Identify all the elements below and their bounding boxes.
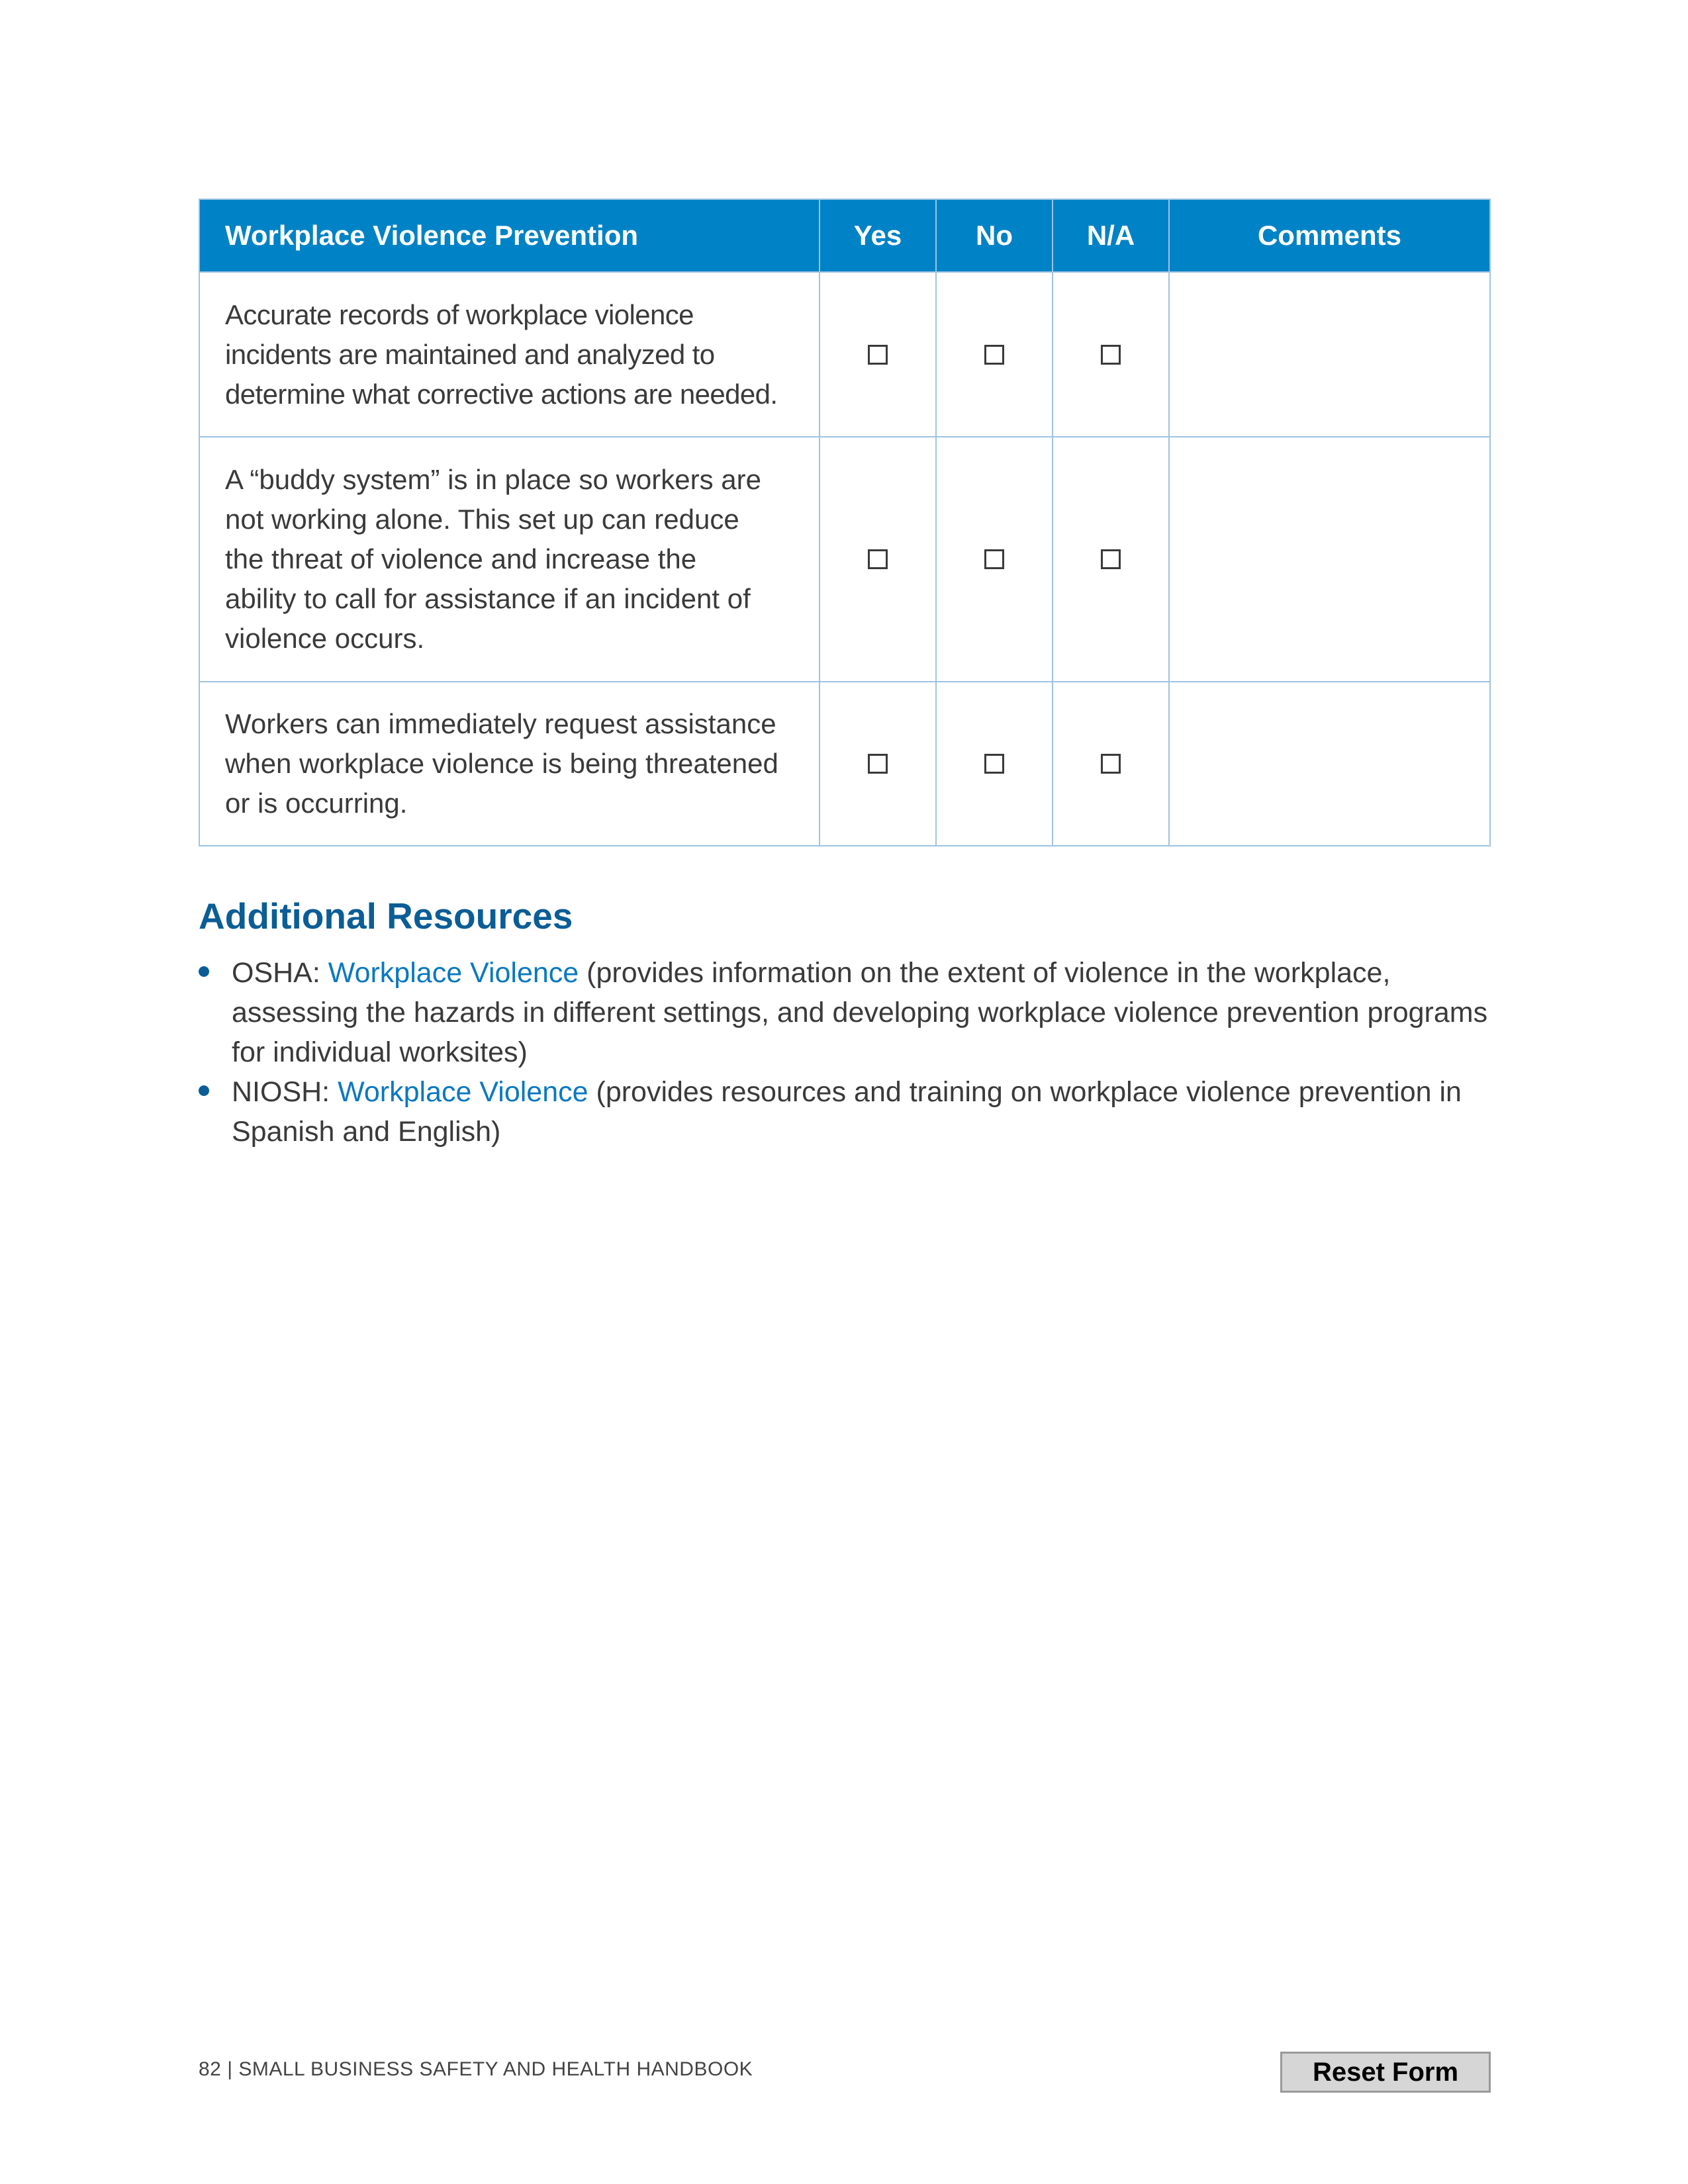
- na-cell: [1053, 437, 1169, 682]
- list-item: [199, 953, 1509, 1072]
- na-cell: [1053, 272, 1169, 437]
- header-yes: Yes: [820, 199, 936, 272]
- footer-title: SMALL BUSINESS SAFETY AND HEALTH HANDBOOK: [238, 2058, 753, 2080]
- header-na: N/A: [1053, 199, 1169, 272]
- header-comments: Comments: [1169, 199, 1490, 272]
- table-row: [199, 437, 1490, 682]
- resource-desc: (provides information on the extent of violence in the workplace,: [579, 957, 1391, 989]
- row-text-line: not working alone. This set up can reduce: [225, 504, 739, 535]
- resource-line: for individual worksites): [232, 1036, 528, 1068]
- yes-checkbox[interactable]: [868, 549, 888, 569]
- comments-field[interactable]: [1169, 437, 1490, 682]
- yes-checkbox[interactable]: [868, 345, 888, 365]
- no-cell: [936, 682, 1053, 846]
- resource-line: Spanish and English): [232, 1116, 501, 1148]
- resource-desc: (provides resources and training on workplace violence prevention in: [588, 1076, 1462, 1108]
- checklist-table: [199, 199, 1491, 846]
- page-number: 82: [199, 2058, 222, 2080]
- no-cell: [936, 437, 1053, 682]
- comments-field[interactable]: [1169, 272, 1490, 437]
- row-text-line: violence occurs.: [225, 623, 425, 654]
- na-checkbox[interactable]: [1101, 345, 1121, 365]
- yes-cell: [820, 682, 936, 846]
- row-text-line: when workplace violence is being threatened: [225, 748, 778, 779]
- header-no: No: [936, 199, 1053, 272]
- resource-line: [232, 953, 1509, 993]
- row-text-line: or is occurring.: [225, 788, 408, 819]
- row-item-text: [199, 437, 820, 682]
- row-text-line: incidents are maintained and analyzed to: [225, 338, 715, 370]
- no-checkbox[interactable]: [984, 754, 1004, 774]
- reset-form-button[interactable]: Reset Form: [1280, 2052, 1491, 2093]
- no-checkbox[interactable]: [984, 345, 1004, 365]
- header-item: Workplace Violence Prevention: [199, 199, 820, 272]
- table-header-row: [199, 199, 1490, 272]
- comments-field[interactable]: [1169, 682, 1490, 846]
- row-item-text: [199, 272, 820, 437]
- table-row: [199, 272, 1490, 437]
- row-text-line: ability to call for assistance if an incident of: [225, 583, 751, 614]
- resource-prefix: OSHA:: [232, 957, 328, 989]
- resources-list: [199, 953, 1509, 1152]
- resource-line: assessing the hazards in different settings, and developing workplace violence prevention programs: [232, 997, 1488, 1028]
- row-text-line: Accurate records of workplace violence: [225, 298, 694, 330]
- resources-heading: Additional Resources: [199, 895, 573, 936]
- row-text-line: the threat of violence and increase the: [225, 543, 697, 574]
- row-item-text: [199, 682, 820, 846]
- table-row: [199, 682, 1490, 846]
- resource-line: [232, 1072, 1509, 1112]
- yes-checkbox[interactable]: [868, 754, 888, 774]
- bullet-icon: [199, 1085, 209, 1096]
- no-checkbox[interactable]: [984, 549, 1004, 569]
- page-footer: [199, 2058, 753, 2081]
- na-cell: [1053, 682, 1169, 846]
- na-checkbox[interactable]: [1101, 754, 1121, 774]
- resource-prefix: NIOSH:: [232, 1076, 338, 1108]
- osha-workplace-violence-link[interactable]: Workplace Violence: [328, 957, 579, 989]
- footer-separator: |: [221, 2058, 239, 2080]
- bullet-icon: [199, 966, 209, 977]
- row-text-line: Workers can immediately request assistance: [225, 708, 776, 739]
- no-cell: [936, 272, 1053, 437]
- niosh-workplace-violence-link[interactable]: Workplace Violence: [338, 1076, 588, 1108]
- row-text-line: A “buddy system” is in place so workers are: [225, 464, 761, 495]
- na-checkbox[interactable]: [1101, 549, 1121, 569]
- list-item: [199, 1072, 1509, 1152]
- yes-cell: [820, 272, 936, 437]
- row-text-line: determine what corrective actions are needed.: [225, 378, 778, 410]
- yes-cell: [820, 437, 936, 682]
